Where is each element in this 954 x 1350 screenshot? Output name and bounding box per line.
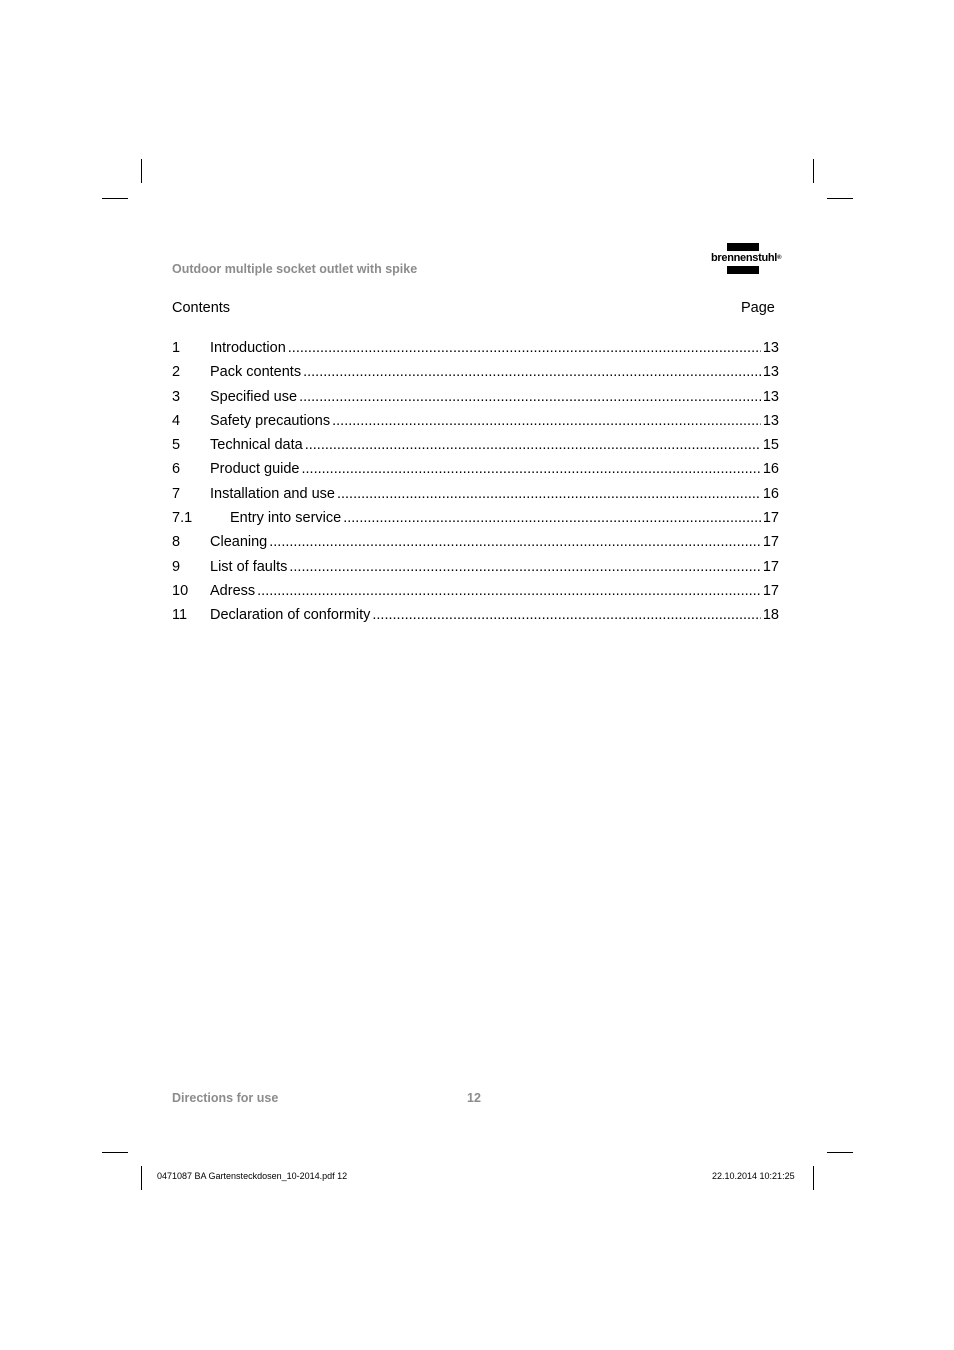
toc-entry-page: 16 [762,485,779,502]
toc-entry-page: 16 [762,461,779,478]
toc-entry-number: 11 [172,607,188,624]
toc-entry-page: 17 [762,582,779,599]
toc-entry-page: 17 [762,558,779,575]
toc-entry-title: Entry into service [230,510,342,527]
toc-entry[interactable] [172,340,779,364]
crop-mark [102,1152,128,1153]
toc-entry-number: 6 [172,461,181,478]
toc-entry[interactable] [172,607,779,631]
toc-entry-number: 7 [172,485,181,502]
toc-leader-dots [257,583,761,599]
footer-label: Directions for use [172,1091,279,1105]
crop-mark [141,1166,142,1190]
toc-entry[interactable] [172,437,779,461]
toc-entry-title: Technical data [210,437,303,454]
toc-entry-page: 13 [762,388,779,405]
logo-text: brennenstuhl [711,252,778,264]
toc-subentry[interactable] [172,510,779,534]
footer-page-number: 12 [467,1091,481,1105]
toc-entry-title: Adress [210,582,256,599]
toc-leader-dots [305,437,761,453]
toc-entry-page: 13 [762,364,779,381]
toc-leader-dots [332,413,761,429]
toc-leader-dots [303,364,761,380]
toc-entry[interactable] [172,413,779,437]
toc-entry[interactable] [172,486,779,510]
print-slug-filename: 0471087 BA Gartensteckdosen_10-2014.pdf 12 [157,1171,348,1181]
toc-leader-dots [288,340,761,356]
print-slug-timestamp: 22.10.2014 10:21:25 [712,1171,795,1181]
toc-entry-number: 1 [172,340,181,356]
toc-entry[interactable] [172,559,779,583]
toc-entry-title: Product guide [210,461,300,478]
toc-leader-dots [337,486,761,502]
toc-entry-page: 13 [762,340,779,356]
toc-entry-number: 10 [172,582,189,599]
crop-mark [141,159,142,183]
toc-entry-page: 15 [762,437,779,454]
toc-leader-dots [269,534,761,550]
toc-entry-title: Safety precautions [210,412,331,429]
toc-leader-dots [299,389,761,405]
toc-entry-page: 18 [762,607,779,624]
toc-entry-number: 9 [172,558,181,575]
toc-entry-title: List of faults [210,558,288,575]
brand-logo [711,243,783,277]
crop-mark [102,198,128,199]
logo-wordmark [711,251,781,265]
toc-entry[interactable] [172,461,779,485]
toc-entry[interactable] [172,583,779,607]
toc-leader-dots [289,559,760,575]
document-header-title: Outdoor multiple socket outlet with spike [172,262,418,276]
toc-entry-title: Specified use [210,388,298,405]
toc-entry-title: Declaration of conformity [210,607,371,624]
crop-mark [827,198,853,199]
toc-entry[interactable] [172,389,779,413]
toc-entry-number: 2 [172,364,181,381]
toc-entry-number: 7.1 [172,510,193,527]
toc-entry-number: 8 [172,534,181,551]
toc-entry-title: Cleaning [210,534,268,551]
toc-entry-page: 17 [762,510,779,527]
toc-entry-title: Pack contents [210,364,302,381]
toc-entry-page: 13 [762,412,779,429]
toc-leader-dots [372,607,760,623]
toc-entry-number: 4 [172,412,181,429]
crop-mark [813,1166,814,1190]
page-column-heading: Page [741,300,775,316]
logo-bar-bottom [727,266,759,274]
registered-mark: ® [777,255,782,261]
toc-leader-dots [301,461,760,477]
toc-entry-title: Installation and use [210,485,335,502]
contents-heading: Contents [172,300,231,316]
toc-entry[interactable] [172,364,779,388]
toc-entry[interactable] [172,534,779,558]
toc-entry-number: 5 [172,437,181,454]
logo-bar-top [727,243,759,251]
toc-entry-number: 3 [172,388,181,405]
table-of-contents [172,340,779,632]
toc-entry-page: 17 [762,534,779,551]
crop-mark [827,1152,853,1153]
toc-entry-title: Introduction [210,340,286,356]
crop-mark [813,159,814,183]
toc-leader-dots [343,510,761,526]
